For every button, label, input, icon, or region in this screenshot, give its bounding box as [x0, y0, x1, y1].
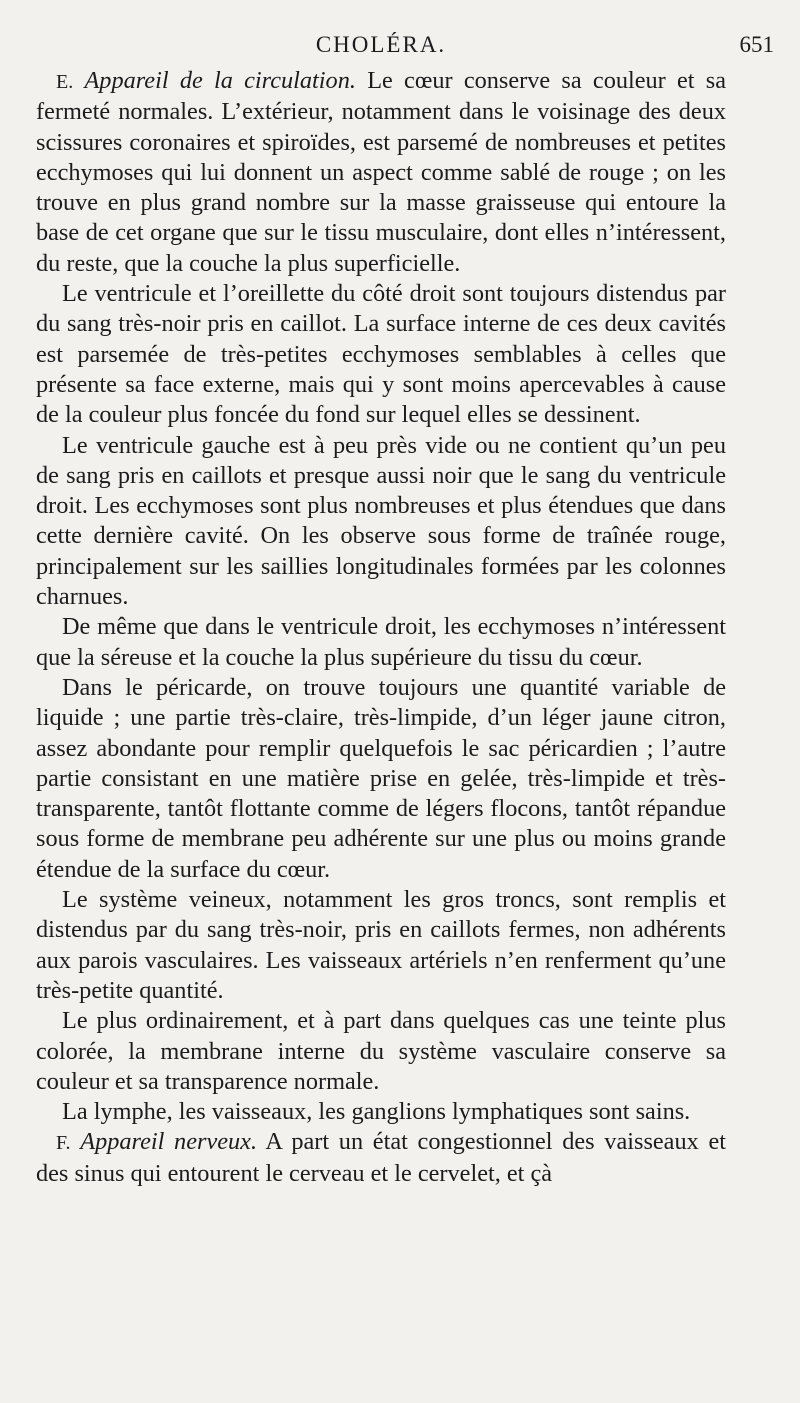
paragraph: Le ventricule gauche est à peu près vide ou ne contient qu’un peu de sang pris en caillots et presque aussi noir que le sang du ventricule droit. Les ecchymoses sont plus nombreuses et plus étendues que dans cette dernière cavité. On les observe sous forme de traînée rouge, principalement sur les saillies longitudinales formées par les colonnes charnues. [36, 431, 726, 611]
page-number: 651 [739, 32, 774, 57]
paragraph: Dans le péricarde, on trouve toujours une quantité variable de liquide ; une partie très-claire, très-limpide, d’un léger jaune citron, assez abondante pour remplir quelquefois le sac péricardien ; l’autre partie consistant en une matière prise en gelée, très-limpide et très-transparente, tantôt flottante comme de légers flocons, tantôt répandue sous forme de membrane peu adhérente sur une plus ou moins grande étendue de la surface du cœur. [36, 673, 726, 883]
section-e-marker: E. [56, 71, 74, 93]
section-f-heading: Appareil nerveux. [80, 1128, 258, 1156]
section-f-marker: F. [56, 1132, 71, 1155]
running-title: CHOLÉRA. [315, 32, 447, 57]
section-e-paragraph-1 [36, 66, 726, 279]
section-e-heading: Appareil de la circulation. [84, 67, 356, 94]
running-head [36, 24, 774, 64]
paragraph: Le système veineux, notamment les gros troncs, sont remplis et distendus par du sang très-noir, pris en caillots fermes, non adhérents aux parois vasculaires. Les vaisseaux artériels n’en renferment qu’une très-petite quantité. [36, 886, 726, 1004]
section-f-paragraph-1 [36, 1127, 726, 1189]
paragraph-text: Le cœur conserve sa couleur et sa fermeté normales. L’extérieur, notamment dans le voisinage des deux scissures coronaires et spiroïdes, est parsemé de nombreuses et petites ecchymoses qui lui donnent un aspect comme sablé de rouge ; on les trouve en plus grand nombre sur la masse graisseuse qui entoure la base de cet organe que sur le tissu musculaire, dont elles n’intéressent, du reste, que la couche la plus superficielle. [36, 67, 727, 277]
body-text [36, 66, 726, 1189]
paragraph-text: A part un état congestionnel des vaisseaux et des sinus qui entourent le cerveau et le cervelet, et çà [36, 1128, 726, 1187]
paragraph: Le ventricule et l’oreillette du côté droit sont toujours distendus par du sang très-noir pris en caillot. La surface interne de ces deux cavités est parsemée de très-petites ecchymoses semblables à celles que présente sa face externe, mais qui y sont moins apercevables à cause de la couleur plus foncée du fond sur lequel elles se dessinent. [36, 280, 726, 429]
paragraph: La lymphe, les vaisseaux, les ganglions lymphatiques sont sains. [62, 1098, 691, 1126]
paragraph: Le plus ordinairement, et à part dans quelques cas une teinte plus colorée, la membrane interne du système vasculaire conserve sa couleur et sa transparence normale. [36, 1007, 726, 1095]
paragraph: De même que dans le ventricule droit, les ecchymoses n’intéressent que la séreuse et la couche la plus supérieure du tissu du cœur. [36, 613, 726, 671]
